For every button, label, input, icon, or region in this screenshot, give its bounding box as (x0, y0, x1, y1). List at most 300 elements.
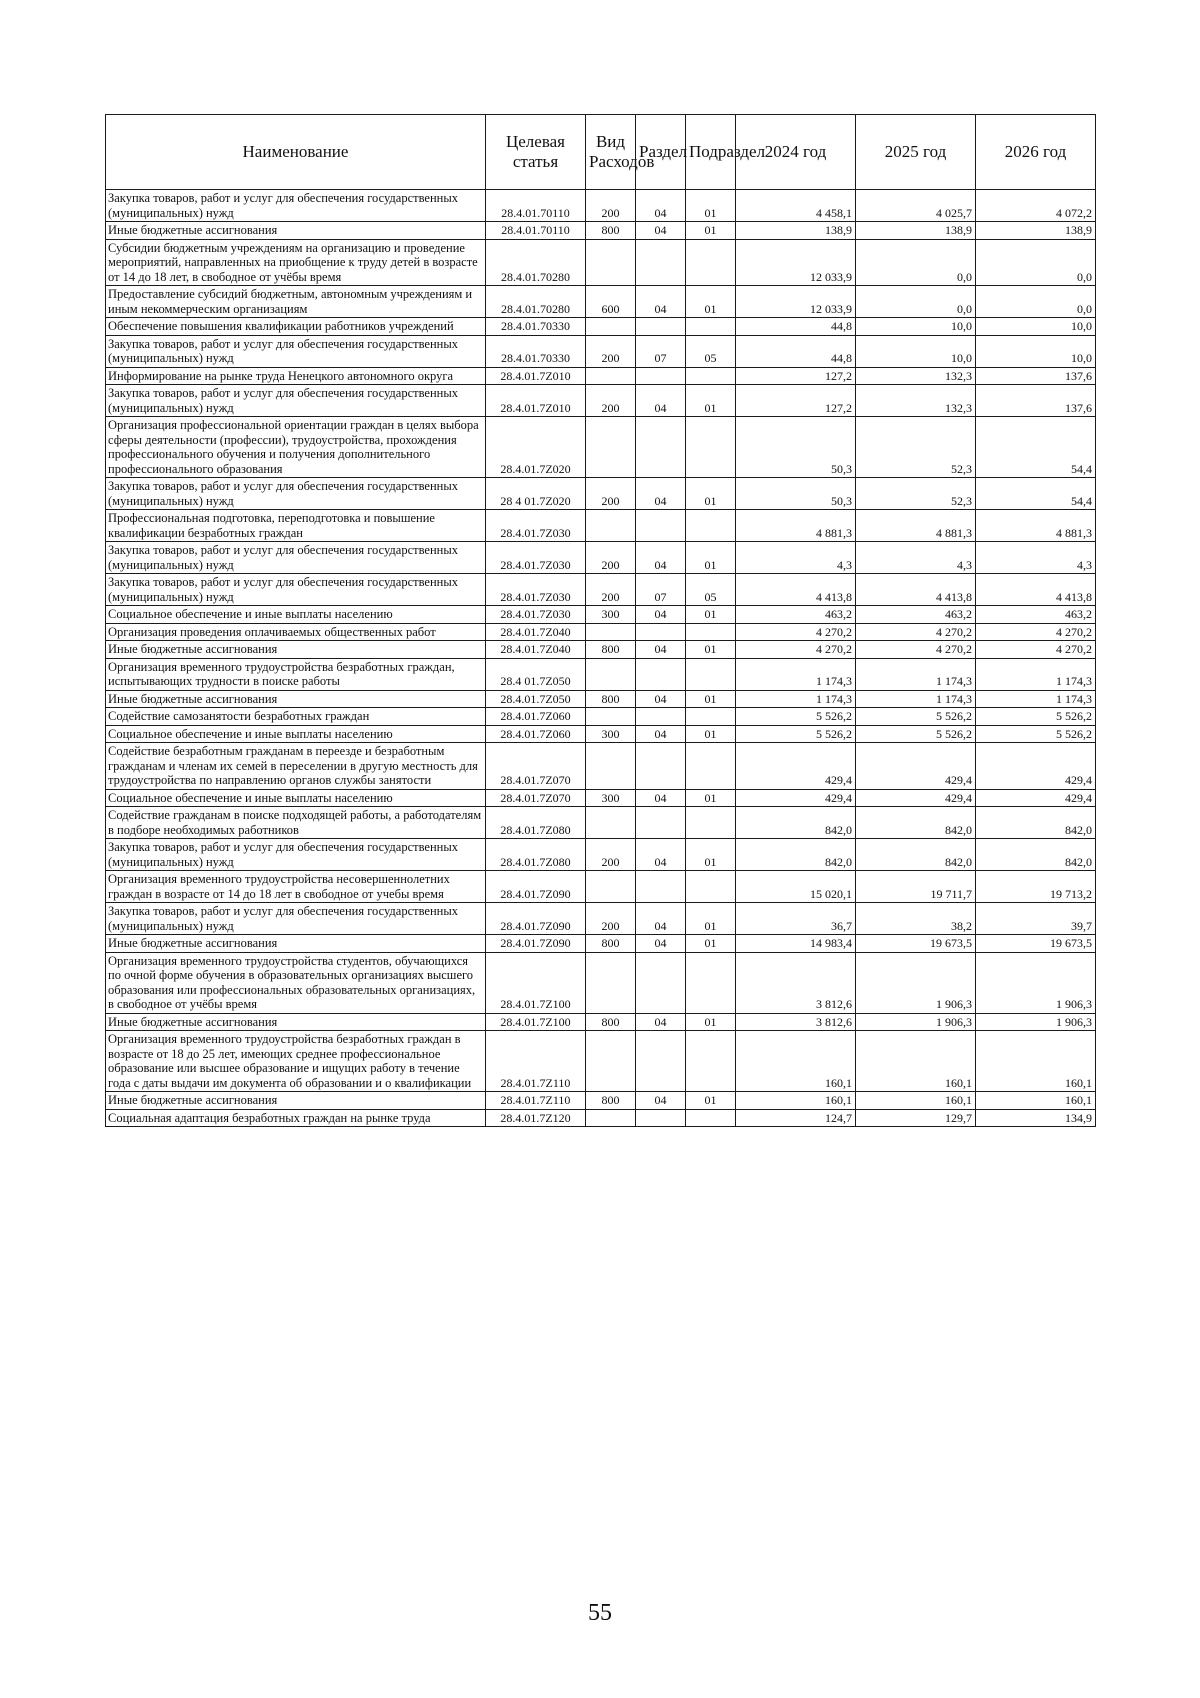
row-section-cell (636, 623, 686, 641)
row-amount-2026-cell: 10,0 (976, 318, 1096, 336)
row-amount-2025-cell: 4,3 (856, 542, 976, 574)
row-section-cell (636, 417, 686, 478)
row-section-cell (636, 318, 686, 336)
row-amount-2024-cell: 50,3 (736, 478, 856, 510)
row-expense-kind-cell (586, 952, 636, 1013)
row-section-cell: 04 (636, 690, 686, 708)
row-name-cell: Содействие гражданам в поиске подходящей работы, а работодателям в подборе необходимых работников (106, 807, 486, 839)
row-name-cell: Социальное обеспечение и иные выплаты населению (106, 789, 486, 807)
row-subsection-cell: 01 (686, 478, 736, 510)
row-subsection-cell (686, 417, 736, 478)
row-section-cell (636, 952, 686, 1013)
row-target-code-cell: 28.4.01.7Z050 (486, 690, 586, 708)
row-expense-kind-cell: 200 (586, 839, 636, 871)
row-amount-2026-cell: 429,4 (976, 789, 1096, 807)
row-target-code-cell: 28.4.01.7Z010 (486, 385, 586, 417)
row-target-code-cell: 28 4 01.7Z020 (486, 478, 586, 510)
table-row (106, 385, 1096, 417)
header-expense-kind: Вид Расходов (586, 115, 636, 190)
page-number: 55 (588, 1600, 612, 1626)
row-name-cell: Предоставление субсидий бюджетным, автономным учреждениям и иным некоммерческим организациям (106, 286, 486, 318)
row-name-cell: Организация временного трудоустройства студентов, обучающихся по очной форме обучения в образовательных организациях высшего образования или профессиональных образовательных организациях, в свободное от учёбы время (106, 952, 486, 1013)
row-amount-2024-cell: 429,4 (736, 743, 856, 790)
row-target-code-cell: 28.4.01.70280 (486, 239, 586, 286)
row-expense-kind-cell: 300 (586, 789, 636, 807)
row-amount-2026-cell: 1 174,3 (976, 658, 1096, 690)
row-name-cell: Социальное обеспечение и иные выплаты населению (106, 725, 486, 743)
row-expense-kind-cell (586, 658, 636, 690)
row-amount-2024-cell: 44,8 (736, 318, 856, 336)
row-amount-2026-cell: 842,0 (976, 807, 1096, 839)
table-row (106, 478, 1096, 510)
row-section-cell: 04 (636, 789, 686, 807)
row-target-code-cell: 28.4.01.7Z090 (486, 903, 586, 935)
row-name-cell: Обеспечение повышения квалификации работников учреждений (106, 318, 486, 336)
table-row (106, 1031, 1096, 1092)
row-amount-2024-cell: 15 020,1 (736, 871, 856, 903)
row-expense-kind-cell (586, 807, 636, 839)
row-amount-2026-cell: 1 906,3 (976, 952, 1096, 1013)
row-name-cell: Информирование на рынке труда Ненецкого автономного округа (106, 367, 486, 385)
row-section-cell (636, 367, 686, 385)
row-amount-2026-cell: 137,6 (976, 367, 1096, 385)
row-section-cell (636, 239, 686, 286)
row-expense-kind-cell: 300 (586, 606, 636, 624)
row-expense-kind-cell: 800 (586, 690, 636, 708)
row-amount-2024-cell: 12 033,9 (736, 239, 856, 286)
table-row (106, 417, 1096, 478)
row-subsection-cell (686, 658, 736, 690)
row-amount-2026-cell: 134,9 (976, 1109, 1096, 1127)
row-amount-2025-cell: 4 413,8 (856, 574, 976, 606)
row-section-cell: 07 (636, 335, 686, 367)
row-amount-2025-cell: 4 270,2 (856, 641, 976, 659)
row-amount-2025-cell: 842,0 (856, 839, 976, 871)
row-amount-2026-cell: 429,4 (976, 743, 1096, 790)
row-expense-kind-cell: 800 (586, 935, 636, 953)
table-body (106, 190, 1096, 1127)
row-amount-2024-cell: 842,0 (736, 807, 856, 839)
row-target-code-cell: 28.4.01.7Z100 (486, 1013, 586, 1031)
row-section-cell: 04 (636, 839, 686, 871)
row-target-code-cell: 28.4.01.7Z010 (486, 367, 586, 385)
table-header (106, 115, 1096, 190)
row-target-code-cell: 28.4.01.7Z020 (486, 417, 586, 478)
row-section-cell: 04 (636, 222, 686, 240)
row-name-cell: Социальная адаптация безработных граждан на рынке труда (106, 1109, 486, 1127)
row-section-cell: 04 (636, 641, 686, 659)
row-amount-2024-cell: 4 270,2 (736, 623, 856, 641)
row-amount-2024-cell: 36,7 (736, 903, 856, 935)
header-year-2024: 2024 год (736, 115, 856, 190)
row-expense-kind-cell: 200 (586, 574, 636, 606)
header-year-2026: 2026 год (976, 115, 1096, 190)
row-target-code-cell: 28.4.01.70280 (486, 286, 586, 318)
row-target-code-cell: 28.4.01.7Z030 (486, 542, 586, 574)
row-name-cell: Закупка товаров, работ и услуг для обеспечения государственных (муниципальных) нужд (106, 839, 486, 871)
row-name-cell: Иные бюджетные ассигнования (106, 222, 486, 240)
row-name-cell: Субсидии бюджетным учреждениям на организацию и проведение мероприятий, направленных на приобщение к труду детей в возрасте от 14 до 18 лет, в свободное от учёбы время (106, 239, 486, 286)
row-amount-2024-cell: 4,3 (736, 542, 856, 574)
row-amount-2025-cell: 0,0 (856, 239, 976, 286)
row-amount-2025-cell: 38,2 (856, 903, 976, 935)
row-target-code-cell: 28.4.01.7Z090 (486, 871, 586, 903)
row-name-cell: Организация проведения оплачиваемых общественных работ (106, 623, 486, 641)
row-target-code-cell: 28.4.01.7Z120 (486, 1109, 586, 1127)
table-row (106, 286, 1096, 318)
row-amount-2024-cell: 127,2 (736, 385, 856, 417)
row-subsection-cell (686, 239, 736, 286)
table-row (106, 1092, 1096, 1110)
row-subsection-cell: 01 (686, 542, 736, 574)
row-amount-2024-cell: 160,1 (736, 1092, 856, 1110)
row-expense-kind-cell: 200 (586, 335, 636, 367)
row-subsection-cell (686, 367, 736, 385)
row-expense-kind-cell (586, 623, 636, 641)
row-subsection-cell: 01 (686, 1092, 736, 1110)
header-section: Раздел (636, 115, 686, 190)
row-amount-2025-cell: 1 906,3 (856, 1013, 976, 1031)
row-amount-2026-cell: 1 174,3 (976, 690, 1096, 708)
row-target-code-cell: 28.4.01.7Z090 (486, 935, 586, 953)
table-row (106, 510, 1096, 542)
row-section-cell: 04 (636, 1013, 686, 1031)
row-amount-2024-cell: 5 526,2 (736, 708, 856, 726)
row-target-code-cell: 28.4.01.7Z110 (486, 1031, 586, 1092)
row-section-cell (636, 510, 686, 542)
row-amount-2024-cell: 1 174,3 (736, 690, 856, 708)
row-name-cell: Содействие самозанятости безработных граждан (106, 708, 486, 726)
table-row (106, 871, 1096, 903)
row-subsection-cell (686, 623, 736, 641)
row-amount-2024-cell: 4 270,2 (736, 641, 856, 659)
table-row (106, 690, 1096, 708)
row-amount-2026-cell: 160,1 (976, 1031, 1096, 1092)
row-section-cell: 07 (636, 574, 686, 606)
row-amount-2025-cell: 5 526,2 (856, 708, 976, 726)
header-subsection: Подраздел (686, 115, 736, 190)
table-row (106, 658, 1096, 690)
row-target-code-cell: 28.4.01.7Z060 (486, 708, 586, 726)
row-expense-kind-cell (586, 1031, 636, 1092)
row-subsection-cell (686, 807, 736, 839)
row-amount-2026-cell: 4 413,8 (976, 574, 1096, 606)
row-target-code-cell: 28.4.01.70110 (486, 190, 586, 222)
row-name-cell: Закупка товаров, работ и услуг для обеспечения государственных (муниципальных) нужд (106, 478, 486, 510)
row-amount-2025-cell: 842,0 (856, 807, 976, 839)
row-amount-2026-cell: 4 881,3 (976, 510, 1096, 542)
row-target-code-cell: 28.4 01.7Z050 (486, 658, 586, 690)
table-row (106, 743, 1096, 790)
table-row (106, 606, 1096, 624)
table-row (106, 1013, 1096, 1031)
row-subsection-cell (686, 743, 736, 790)
row-target-code-cell: 28.4.01.7Z060 (486, 725, 586, 743)
row-amount-2026-cell: 463,2 (976, 606, 1096, 624)
row-amount-2026-cell: 0,0 (976, 286, 1096, 318)
row-name-cell: Иные бюджетные ассигнования (106, 1013, 486, 1031)
row-section-cell: 04 (636, 385, 686, 417)
row-name-cell: Содействие безработным гражданам в переезде и безработным гражданам и членам их семей в переселении в другую местность для трудоустройства по направлению органов службы занятости (106, 743, 486, 790)
row-section-cell (636, 1109, 686, 1127)
row-section-cell: 04 (636, 606, 686, 624)
row-amount-2026-cell: 19 713,2 (976, 871, 1096, 903)
row-name-cell: Организация профессиональной ориентации граждан в целях выбора сферы деятельности (профессии), трудоустройства, прохождения профессионального обучения и получения дополнительного профессионального образования (106, 417, 486, 478)
row-target-code-cell: 28.4.01.7Z040 (486, 641, 586, 659)
row-amount-2025-cell: 132,3 (856, 367, 976, 385)
table-row (106, 623, 1096, 641)
row-amount-2024-cell: 127,2 (736, 367, 856, 385)
row-name-cell: Иные бюджетные ассигнования (106, 935, 486, 953)
row-amount-2025-cell: 5 526,2 (856, 725, 976, 743)
row-subsection-cell: 01 (686, 690, 736, 708)
table-row (106, 1109, 1096, 1127)
row-target-code-cell: 28.4.01.7Z070 (486, 743, 586, 790)
row-expense-kind-cell (586, 743, 636, 790)
row-name-cell: Организация временного трудоустройства безработных граждан, испытывающих трудности в поиске работы (106, 658, 486, 690)
row-amount-2026-cell: 138,9 (976, 222, 1096, 240)
row-amount-2026-cell: 54,4 (976, 478, 1096, 510)
row-target-code-cell: 28.4.01.7Z040 (486, 623, 586, 641)
row-section-cell: 04 (636, 903, 686, 935)
row-amount-2024-cell: 842,0 (736, 839, 856, 871)
row-section-cell: 04 (636, 478, 686, 510)
row-amount-2026-cell: 10,0 (976, 335, 1096, 367)
row-amount-2026-cell: 1 906,3 (976, 1013, 1096, 1031)
row-subsection-cell (686, 510, 736, 542)
row-amount-2025-cell: 160,1 (856, 1092, 976, 1110)
row-amount-2025-cell: 10,0 (856, 335, 976, 367)
row-target-code-cell: 28.4.01.70330 (486, 335, 586, 367)
row-name-cell: Закупка товаров, работ и услуг для обеспечения государственных (муниципальных) нужд (106, 574, 486, 606)
row-subsection-cell: 01 (686, 839, 736, 871)
row-amount-2024-cell: 463,2 (736, 606, 856, 624)
row-target-code-cell: 28.4.01.7Z110 (486, 1092, 586, 1110)
row-amount-2026-cell: 160,1 (976, 1092, 1096, 1110)
header-year-2025: 2025 год (856, 115, 976, 190)
row-section-cell (636, 658, 686, 690)
table-row (106, 839, 1096, 871)
row-target-code-cell: 28.4.01.7Z030 (486, 510, 586, 542)
row-amount-2024-cell: 50,3 (736, 417, 856, 478)
row-expense-kind-cell (586, 1109, 636, 1127)
table-row (106, 239, 1096, 286)
table-row (106, 789, 1096, 807)
row-amount-2026-cell: 39,7 (976, 903, 1096, 935)
row-name-cell: Иные бюджетные ассигнования (106, 690, 486, 708)
row-section-cell: 04 (636, 286, 686, 318)
row-amount-2024-cell: 429,4 (736, 789, 856, 807)
row-subsection-cell: 05 (686, 574, 736, 606)
row-target-code-cell: 28.4.01.70110 (486, 222, 586, 240)
row-section-cell (636, 807, 686, 839)
row-subsection-cell: 01 (686, 1013, 736, 1031)
row-name-cell: Организация временного трудоустройства несовершеннолетних граждан в возрасте от 14 до 18 лет в свободное от учебы время (106, 871, 486, 903)
row-amount-2024-cell: 5 526,2 (736, 725, 856, 743)
row-expense-kind-cell: 200 (586, 478, 636, 510)
row-name-cell: Профессиональная подготовка, переподготовка и повышение квалификации безработных граждан (106, 510, 486, 542)
row-name-cell: Иные бюджетные ассигнования (106, 641, 486, 659)
budget-table (105, 114, 1096, 1127)
row-amount-2025-cell: 429,4 (856, 743, 976, 790)
table-row (106, 367, 1096, 385)
row-section-cell: 04 (636, 190, 686, 222)
row-amount-2024-cell: 44,8 (736, 335, 856, 367)
row-expense-kind-cell: 200 (586, 385, 636, 417)
table-row (106, 725, 1096, 743)
row-subsection-cell (686, 1109, 736, 1127)
row-name-cell: Организация временного трудоустройства безработных граждан в возрасте от 18 до 25 лет, имеющих среднее профессиональное образование или высшее образование и ищущих работу в течение года с даты выдачи им документа об образовании и о квалификации (106, 1031, 486, 1092)
row-amount-2025-cell: 0,0 (856, 286, 976, 318)
row-amount-2026-cell: 5 526,2 (976, 725, 1096, 743)
row-amount-2025-cell: 129,7 (856, 1109, 976, 1127)
table-row (106, 335, 1096, 367)
table-row (106, 935, 1096, 953)
row-amount-2025-cell: 4 025,7 (856, 190, 976, 222)
table-row (106, 903, 1096, 935)
row-target-code-cell: 28.4.01.7Z030 (486, 606, 586, 624)
row-amount-2025-cell: 1 906,3 (856, 952, 976, 1013)
row-target-code-cell: 28.4.01.7Z030 (486, 574, 586, 606)
row-section-cell (636, 1031, 686, 1092)
table-row (106, 222, 1096, 240)
row-subsection-cell: 01 (686, 641, 736, 659)
row-expense-kind-cell: 800 (586, 641, 636, 659)
row-name-cell: Закупка товаров, работ и услуг для обеспечения государственных (муниципальных) нужд (106, 385, 486, 417)
table-row (106, 542, 1096, 574)
header-target-article: Целевая статья (486, 115, 586, 190)
row-expense-kind-cell (586, 510, 636, 542)
row-expense-kind-cell (586, 318, 636, 336)
row-amount-2025-cell: 52,3 (856, 417, 976, 478)
row-expense-kind-cell (586, 871, 636, 903)
row-amount-2026-cell: 4,3 (976, 542, 1096, 574)
row-expense-kind-cell: 800 (586, 1092, 636, 1110)
row-name-cell: Закупка товаров, работ и услуг для обеспечения государственных (муниципальных) нужд (106, 190, 486, 222)
row-amount-2026-cell: 0,0 (976, 239, 1096, 286)
row-amount-2024-cell: 3 812,6 (736, 1013, 856, 1031)
row-subsection-cell: 01 (686, 725, 736, 743)
row-amount-2026-cell: 4 270,2 (976, 641, 1096, 659)
row-subsection-cell: 01 (686, 903, 736, 935)
row-subsection-cell: 01 (686, 286, 736, 318)
row-amount-2026-cell: 4 270,2 (976, 623, 1096, 641)
row-expense-kind-cell: 200 (586, 903, 636, 935)
row-section-cell: 04 (636, 725, 686, 743)
row-amount-2024-cell: 4 881,3 (736, 510, 856, 542)
table-row (106, 952, 1096, 1013)
row-amount-2025-cell: 1 174,3 (856, 658, 976, 690)
row-subsection-cell: 05 (686, 335, 736, 367)
row-section-cell (636, 871, 686, 903)
row-subsection-cell: 01 (686, 190, 736, 222)
row-target-code-cell: 28.4.01.7Z070 (486, 789, 586, 807)
row-name-cell: Иные бюджетные ассигнования (106, 1092, 486, 1110)
budget-table-sheet (105, 114, 1095, 1127)
row-name-cell: Социальное обеспечение и иные выплаты населению (106, 606, 486, 624)
row-subsection-cell (686, 708, 736, 726)
table-row (106, 318, 1096, 336)
row-expense-kind-cell: 300 (586, 725, 636, 743)
row-amount-2025-cell: 10,0 (856, 318, 976, 336)
row-amount-2026-cell: 19 673,5 (976, 935, 1096, 953)
row-expense-kind-cell (586, 239, 636, 286)
row-expense-kind-cell: 800 (586, 222, 636, 240)
row-name-cell: Закупка товаров, работ и услуг для обеспечения государственных (муниципальных) нужд (106, 335, 486, 367)
row-amount-2025-cell: 52,3 (856, 478, 976, 510)
row-amount-2024-cell: 4 458,1 (736, 190, 856, 222)
row-amount-2025-cell: 4 270,2 (856, 623, 976, 641)
row-name-cell: Закупка товаров, работ и услуг для обеспечения государственных (муниципальных) нужд (106, 903, 486, 935)
row-amount-2026-cell: 842,0 (976, 839, 1096, 871)
row-expense-kind-cell (586, 708, 636, 726)
table-row (106, 641, 1096, 659)
row-amount-2024-cell: 124,7 (736, 1109, 856, 1127)
row-subsection-cell (686, 952, 736, 1013)
row-amount-2024-cell: 12 033,9 (736, 286, 856, 318)
row-expense-kind-cell: 200 (586, 190, 636, 222)
row-amount-2025-cell: 19 711,7 (856, 871, 976, 903)
row-amount-2024-cell: 1 174,3 (736, 658, 856, 690)
row-section-cell (636, 708, 686, 726)
row-subsection-cell: 01 (686, 789, 736, 807)
row-subsection-cell (686, 318, 736, 336)
row-target-code-cell: 28.4.01.7Z100 (486, 952, 586, 1013)
header-name: Наименование (106, 115, 486, 190)
row-amount-2024-cell: 4 413,8 (736, 574, 856, 606)
row-amount-2024-cell: 160,1 (736, 1031, 856, 1092)
row-section-cell: 04 (636, 542, 686, 574)
row-amount-2026-cell: 54,4 (976, 417, 1096, 478)
row-amount-2025-cell: 4 881,3 (856, 510, 976, 542)
row-amount-2025-cell: 429,4 (856, 789, 976, 807)
row-subsection-cell (686, 871, 736, 903)
table-row (106, 807, 1096, 839)
table-row (106, 190, 1096, 222)
row-subsection-cell (686, 1031, 736, 1092)
row-section-cell (636, 743, 686, 790)
row-target-code-cell: 28.4.01.7Z080 (486, 839, 586, 871)
row-subsection-cell: 01 (686, 222, 736, 240)
row-section-cell: 04 (636, 935, 686, 953)
row-amount-2025-cell: 160,1 (856, 1031, 976, 1092)
row-amount-2024-cell: 3 812,6 (736, 952, 856, 1013)
table-row (106, 708, 1096, 726)
row-amount-2026-cell: 137,6 (976, 385, 1096, 417)
row-target-code-cell: 28.4.01.70330 (486, 318, 586, 336)
row-amount-2025-cell: 19 673,5 (856, 935, 976, 953)
row-target-code-cell: 28.4.01.7Z080 (486, 807, 586, 839)
table-row (106, 574, 1096, 606)
row-expense-kind-cell: 600 (586, 286, 636, 318)
row-amount-2026-cell: 5 526,2 (976, 708, 1096, 726)
row-subsection-cell: 01 (686, 606, 736, 624)
row-expense-kind-cell (586, 367, 636, 385)
row-amount-2025-cell: 1 174,3 (856, 690, 976, 708)
row-name-cell: Закупка товаров, работ и услуг для обеспечения государственных (муниципальных) нужд (106, 542, 486, 574)
row-amount-2025-cell: 138,9 (856, 222, 976, 240)
row-section-cell: 04 (636, 1092, 686, 1110)
row-subsection-cell: 01 (686, 935, 736, 953)
row-expense-kind-cell (586, 417, 636, 478)
row-subsection-cell: 01 (686, 385, 736, 417)
row-amount-2024-cell: 14 983,4 (736, 935, 856, 953)
header-row (106, 115, 1096, 190)
row-amount-2026-cell: 4 072,2 (976, 190, 1096, 222)
row-expense-kind-cell: 200 (586, 542, 636, 574)
row-amount-2025-cell: 463,2 (856, 606, 976, 624)
row-amount-2024-cell: 138,9 (736, 222, 856, 240)
